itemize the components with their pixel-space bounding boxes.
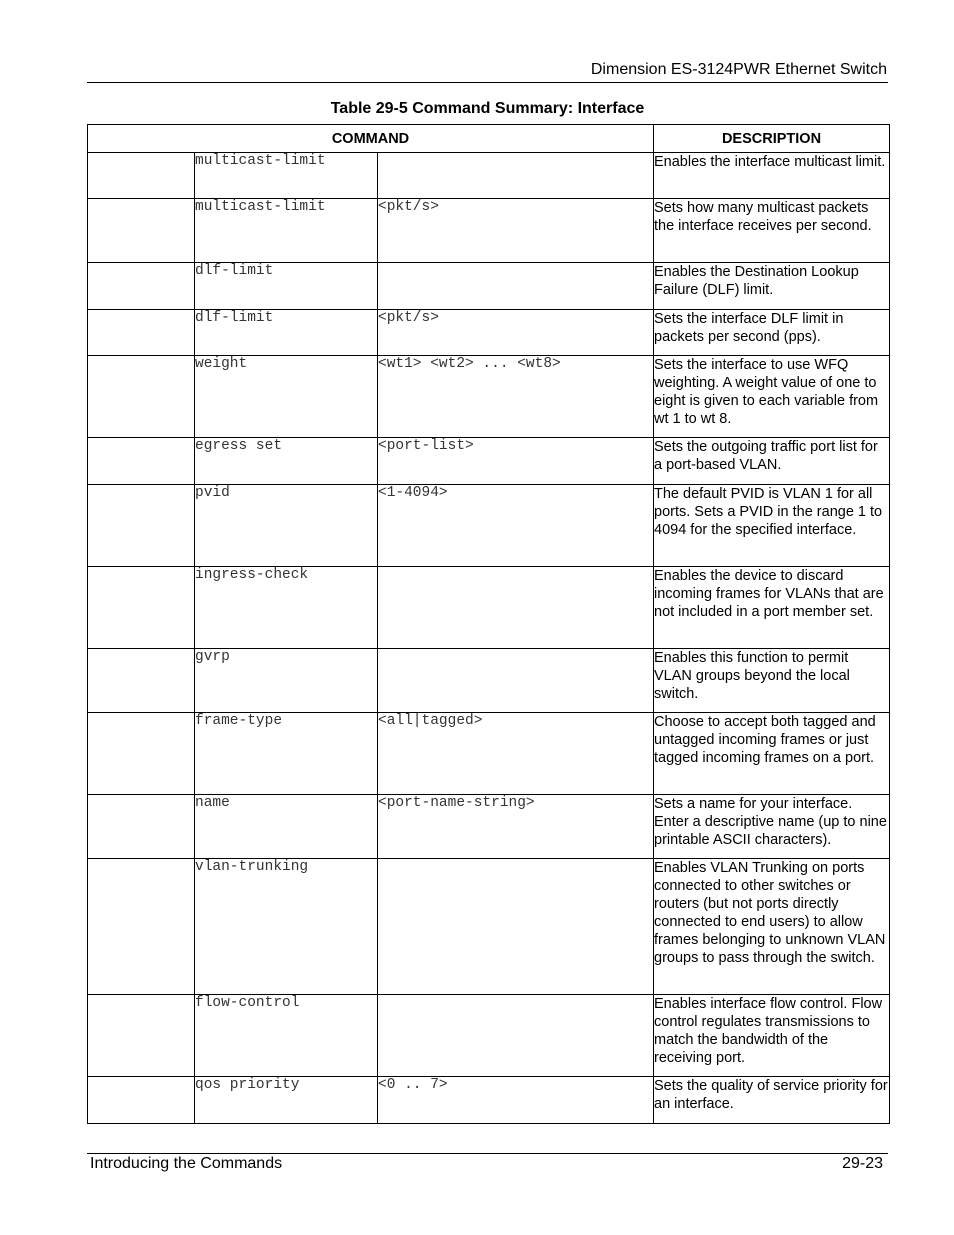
spacer-cell bbox=[88, 567, 195, 649]
spacer-cell bbox=[88, 310, 195, 356]
description-cell: Enables this function to permit VLAN groups beyond the local switch. bbox=[654, 649, 890, 713]
table-row bbox=[88, 795, 890, 859]
description-cell: Enables the Destination Lookup Failure (DLF) limit. bbox=[654, 263, 890, 310]
description-cell: Sets the interface DLF limit in packets per second (pps). bbox=[654, 310, 890, 356]
spacer-cell bbox=[88, 485, 195, 567]
table-row bbox=[88, 153, 890, 199]
table-row bbox=[88, 995, 890, 1077]
description-cell: Sets the quality of service priority for an interface. bbox=[654, 1077, 890, 1124]
argument-cell: <pkt/s> bbox=[378, 310, 654, 356]
description-cell: Sets a name for your interface. Enter a descriptive name (up to nine printable ASCII characters). bbox=[654, 795, 890, 859]
spacer-cell bbox=[88, 438, 195, 485]
description-cell: Enables interface flow control. Flow control regulates transmissions to match the bandwidth of the receiving port. bbox=[654, 995, 890, 1077]
argument-cell: <1-4094> bbox=[378, 485, 654, 567]
command-cell: dlf-limit bbox=[195, 310, 378, 356]
description-cell: Sets the interface to use WFQ weighting. A weight value of one to eight is given to each variable from wt 1 to wt 8. bbox=[654, 356, 890, 438]
argument-cell bbox=[378, 859, 654, 995]
header-rule bbox=[87, 82, 888, 83]
argument-cell: <port-name-string> bbox=[378, 795, 654, 859]
table-body bbox=[88, 153, 890, 1124]
column-header-description: DESCRIPTION bbox=[654, 125, 890, 153]
description-cell: Enables VLAN Trunking on ports connected to other switches or routers (but not ports directly connected to end users) to allow frames belonging to unknown VLAN groups to pass through the switch. bbox=[654, 859, 890, 995]
argument-cell bbox=[378, 649, 654, 713]
table-header-row bbox=[88, 125, 890, 153]
table-row bbox=[88, 859, 890, 995]
page-number: 29-23 bbox=[842, 1155, 883, 1172]
spacer-cell bbox=[88, 356, 195, 438]
command-summary-table bbox=[87, 124, 890, 1124]
description-cell: Choose to accept both tagged and untagged incoming frames or just tagged incoming frames on a port. bbox=[654, 713, 890, 795]
description-cell: Sets how many multicast packets the interface receives per second. bbox=[654, 199, 890, 263]
footer-section-title: Introducing the Commands bbox=[90, 1155, 283, 1172]
argument-cell: <port-list> bbox=[378, 438, 654, 485]
spacer-cell bbox=[88, 859, 195, 995]
command-cell: dlf-limit bbox=[195, 263, 378, 310]
table-row bbox=[88, 199, 890, 263]
argument-cell bbox=[378, 153, 654, 199]
spacer-cell bbox=[88, 795, 195, 859]
column-header-command: COMMAND bbox=[88, 125, 654, 153]
spacer-cell bbox=[88, 995, 195, 1077]
argument-cell bbox=[378, 263, 654, 310]
spacer-cell bbox=[88, 263, 195, 310]
command-cell: pvid bbox=[195, 485, 378, 567]
description-cell: Enables the device to discard incoming frames for VLANs that are not included in a port member set. bbox=[654, 567, 890, 649]
table-row bbox=[88, 649, 890, 713]
table-row bbox=[88, 713, 890, 795]
table-row bbox=[88, 485, 890, 567]
argument-cell: <pkt/s> bbox=[378, 199, 654, 263]
table-row bbox=[88, 310, 890, 356]
table-row bbox=[88, 263, 890, 310]
spacer-cell bbox=[88, 153, 195, 199]
table-row bbox=[88, 356, 890, 438]
command-cell: name bbox=[195, 795, 378, 859]
description-cell: Enables the interface multicast limit. bbox=[654, 153, 890, 199]
spacer-cell bbox=[88, 649, 195, 713]
argument-cell: <wt1> <wt2> ... <wt8> bbox=[378, 356, 654, 438]
command-cell: multicast-limit bbox=[195, 153, 378, 199]
command-cell: egress set bbox=[195, 438, 378, 485]
command-cell: flow-control bbox=[195, 995, 378, 1077]
description-cell: The default PVID is VLAN 1 for all ports. Sets a PVID in the range 1 to 4094 for the specified interface. bbox=[654, 485, 890, 567]
footer-rule bbox=[87, 1153, 888, 1154]
spacer-cell bbox=[88, 199, 195, 263]
argument-cell: <0 .. 7> bbox=[378, 1077, 654, 1124]
argument-cell bbox=[378, 995, 654, 1077]
table-caption: Table 29-5 Command Summary: Interface bbox=[330, 100, 645, 117]
argument-cell bbox=[378, 567, 654, 649]
table-row bbox=[88, 438, 890, 485]
command-cell: vlan-trunking bbox=[195, 859, 378, 995]
spacer-cell bbox=[88, 713, 195, 795]
document-header-title: Dimension ES-3124PWR Ethernet Switch bbox=[590, 61, 887, 78]
table-row bbox=[88, 1077, 890, 1124]
description-cell: Sets the outgoing traffic port list for a port-based VLAN. bbox=[654, 438, 890, 485]
command-cell: qos priority bbox=[195, 1077, 378, 1124]
command-cell: ingress-check bbox=[195, 567, 378, 649]
command-cell: weight bbox=[195, 356, 378, 438]
argument-cell: <all|tagged> bbox=[378, 713, 654, 795]
command-cell: gvrp bbox=[195, 649, 378, 713]
table-row bbox=[88, 567, 890, 649]
command-cell: frame-type bbox=[195, 713, 378, 795]
command-cell: multicast-limit bbox=[195, 199, 378, 263]
spacer-cell bbox=[88, 1077, 195, 1124]
